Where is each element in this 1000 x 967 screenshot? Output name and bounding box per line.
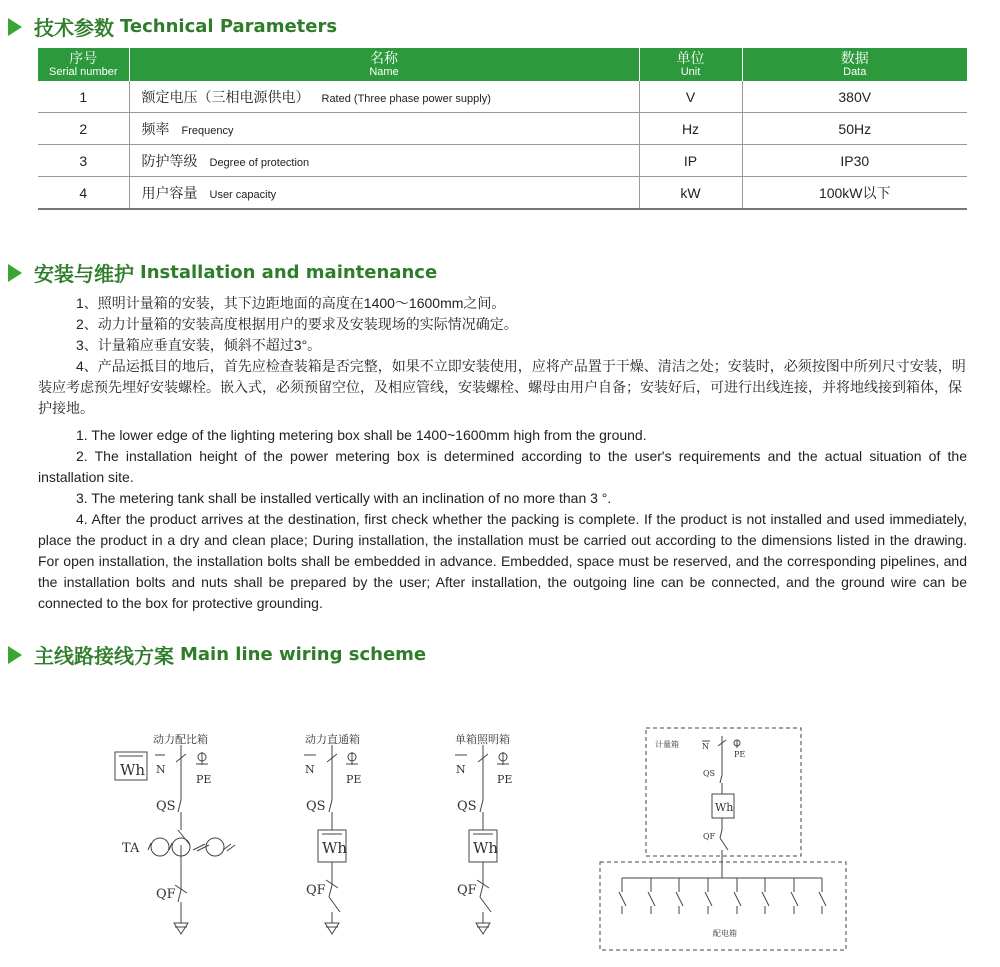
ta-label: TA (122, 841, 140, 856)
qs-label: QS (156, 799, 176, 814)
cn-paragraph: 3、计量箱应垂直安装，倾斜不超过3°。 (76, 337, 322, 353)
heading-en: Main line wiring scheme (180, 644, 427, 665)
header-data: 数据 Data (742, 48, 967, 81)
title-power-ratio-box: 动力配比箱 (153, 733, 208, 746)
cell-name: 额定电压（三相电源供电） Rated (Three phase power supply) (129, 81, 639, 113)
table-row (38, 145, 967, 177)
cn-paragraph: 1、照明计量箱的安装，其下边距地面的高度在1400～1600mm之间。 (76, 295, 506, 311)
wh-meter-label: Wh (715, 801, 734, 814)
cn-paragraph: 4、产品运抵目的地后，首先应检查装箱是否完整，如果不立即安装使用，应将产品置于干燥、清洁之处；安装时，必须按图中所列尺寸安装，明装应考虑预先埋好安装螺栓。嵌入式，必须预留空位，及相应管线，安装螺栓、螺母由用户自备；安装好后，可进行出线连接，并将地线接到箱体，保护接地。 (38, 358, 966, 416)
heading-cn: 主线路接线方案 (34, 644, 174, 668)
cell-unit: V (639, 81, 742, 113)
cell-no: 2 (38, 113, 129, 145)
triangle-bullet-icon (8, 264, 22, 282)
cell-data: 100kW以下 (742, 177, 967, 210)
heading-cn: 安装与维护 (34, 262, 134, 286)
diagram-meter-distribution-box (600, 728, 846, 950)
wh-meter-label: Wh (322, 839, 348, 857)
n-label: N (156, 763, 166, 776)
technical-parameters-table (38, 48, 967, 210)
n-label: N (702, 742, 709, 751)
qf-label: QF (306, 883, 326, 898)
table-header-row (38, 48, 967, 81)
n-label: N (305, 763, 315, 776)
en-paragraph: 1. The lower edge of the lighting metering box shall be 1400~1600mm high from the ground. (76, 427, 647, 443)
header-name: 名称 Name (129, 48, 639, 81)
cell-no: 3 (38, 145, 129, 177)
install-text-en (38, 425, 967, 614)
wiring-diagrams (0, 680, 1000, 965)
triangle-bullet-icon (8, 18, 22, 36)
title-power-through-box: 动力直通箱 (305, 733, 360, 746)
wh-meter-label: Wh (120, 761, 146, 779)
table-row (38, 113, 967, 145)
install-text-cn (38, 293, 967, 419)
triangle-bullet-icon (8, 646, 22, 664)
qs-label: QS (306, 799, 326, 814)
cell-no: 1 (38, 81, 129, 113)
cell-data: 50Hz (742, 113, 967, 145)
cell-data: 380V (742, 81, 967, 113)
cn-paragraph: 2、动力计量箱的安装高度根据用户的要求及安装现场的实际情况确定。 (76, 316, 518, 332)
pe-label: PE (734, 750, 746, 759)
en-paragraph: 3. The metering tank shall be installed vertically with an inclination of no more than 3 °. (76, 490, 612, 506)
section-heading-tech (8, 12, 337, 41)
section-heading-wiring (8, 640, 426, 669)
pe-label: PE (346, 773, 362, 786)
wh-meter-label: Wh (473, 839, 499, 857)
cell-name: 频率 Frequency (129, 113, 639, 145)
header-unit: 单位 Unit (639, 48, 742, 81)
cell-name: 防护等级 Degree of protection (129, 145, 639, 177)
heading-cn: 技术参数 (34, 16, 114, 40)
section-heading-install (8, 258, 437, 287)
qf-label: QF (156, 887, 176, 902)
qs-label: QS (457, 799, 477, 814)
table-row (38, 81, 967, 113)
qf-label: QF (703, 832, 716, 841)
cell-data: IP30 (742, 145, 967, 177)
heading-en: Installation and maintenance (140, 262, 438, 283)
pe-label: PE (196, 773, 212, 786)
cell-unit: Hz (639, 113, 742, 145)
cell-name: 用户容量 User capacity (129, 177, 639, 210)
title-meter-box: 计量箱 (655, 740, 679, 749)
n-label: N (456, 763, 466, 776)
title-distribution-box: 配电箱 (713, 929, 737, 938)
title-single-lighting-box: 单箱照明箱 (455, 733, 510, 746)
pe-label: PE (497, 773, 513, 786)
en-paragraph: 4. After the product arrives at the destination, first check whether the packing is complete. If the product is not installed and used immediately, place the product in a dry and clean place; During installation, the installation must be carried out according to the dimensions listed in the drawing. For open installation, the installation bolts shall be embedded in advance. Embedded, space must be reserved, and the corresponding pipelines, and the installation bolts and nuts shall be prepared by the user; After installation, the outgoing line can be connected, and the ground wire can be connected to the box for protective grounding. (38, 511, 967, 611)
qf-label: QF (457, 883, 477, 898)
cell-unit: IP (639, 145, 742, 177)
table-row (38, 177, 967, 210)
cell-unit: kW (639, 177, 742, 210)
header-serial: 序号 Serial number (38, 48, 129, 81)
qs-label: QS (703, 769, 716, 778)
en-paragraph: 2. The installation height of the power metering box is determined according to the user's requirements and the actual situation of the installation site. (38, 448, 967, 485)
heading-en: Technical Parameters (120, 16, 338, 37)
cell-no: 4 (38, 177, 129, 210)
